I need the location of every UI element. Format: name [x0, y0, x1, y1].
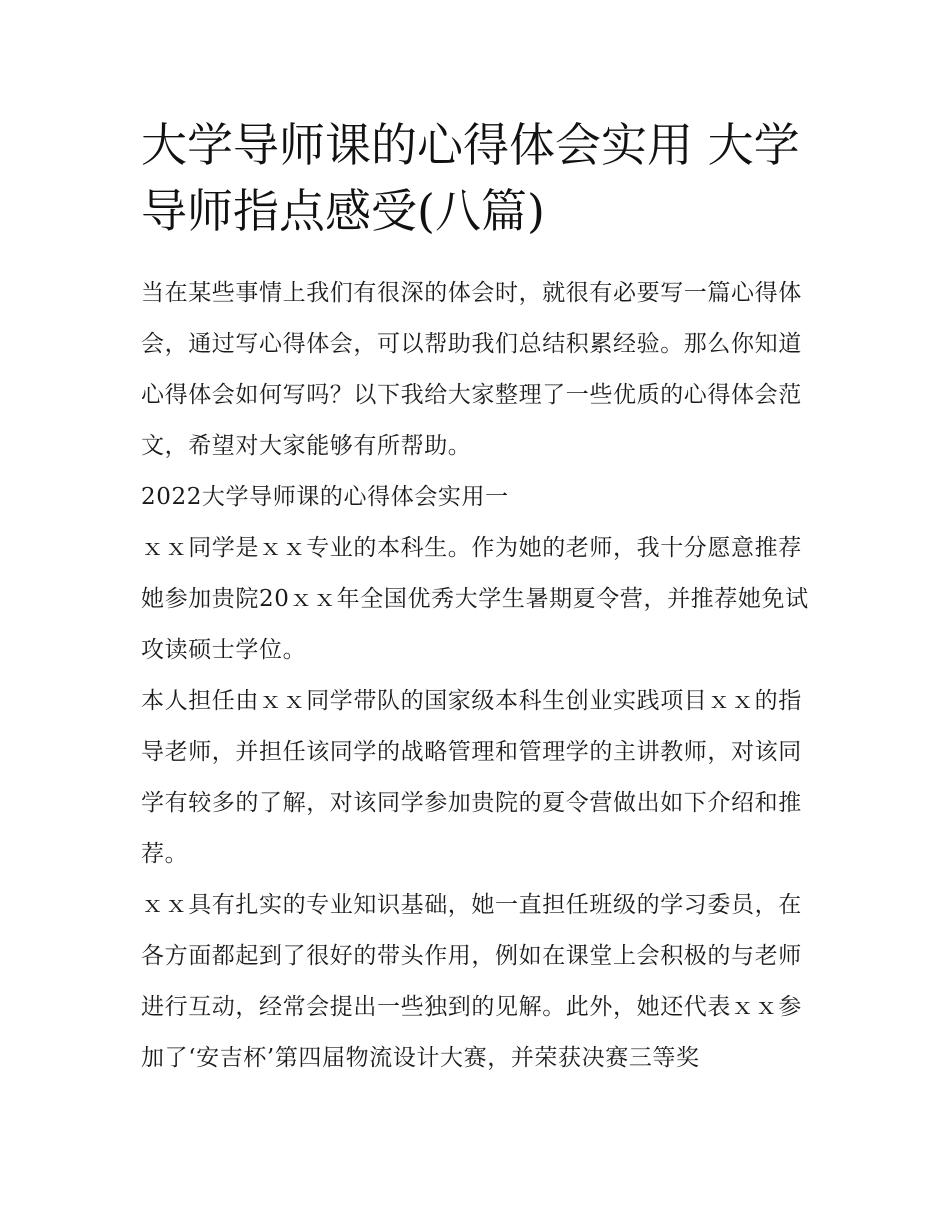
body-paragraph: 本人担任由ｘｘ同学带队的国家级本科生创业实践项目ｘｘ的指导老师，并担任该同学的战略管理和管理学的主讲教师，对该同学有较多的了解，对该同学参加贵院的夏令营做出如下介绍和推荐。	[141, 688, 802, 867]
document-page	[141, 112, 813, 1084]
document-body	[141, 268, 813, 1084]
intro-paragraph: 当在某些事情上我们有很深的体会时，就很有必要写一篇心得体会，通过写心得体会，可以帮助我们总结积累经验。那么你知道心得体会如何写吗？以下我给大家整理了一些优质的心得体会范文，希望对大家能够有所帮助。	[141, 280, 802, 459]
body-paragraph: ｘｘ同学是ｘｘ专业的本科生。作为她的老师，我十分愿意推荐她参加贵院20ｘｘ年全国优秀大学生暑期夏令营，并推荐她免试攻读硕士学位。	[141, 535, 809, 663]
section-heading: 2022大学导师课的心得体会实用一	[141, 484, 509, 510]
document-title: 大学导师课的心得体会实用 大学导师指点感受(八篇)	[141, 118, 800, 238]
body-paragraph: ｘｘ具有扎实的专业知识基础，她一直担任班级的学习委员，在各方面都起到了很好的带头作用，例如在课堂上会积极的与老师进行互动，经常会提出一些独到的见解。此外，她还代表ｘｘ参加了‘安吉杯’第四届物流设计大赛，并荣获决赛三等奖	[141, 892, 802, 1071]
